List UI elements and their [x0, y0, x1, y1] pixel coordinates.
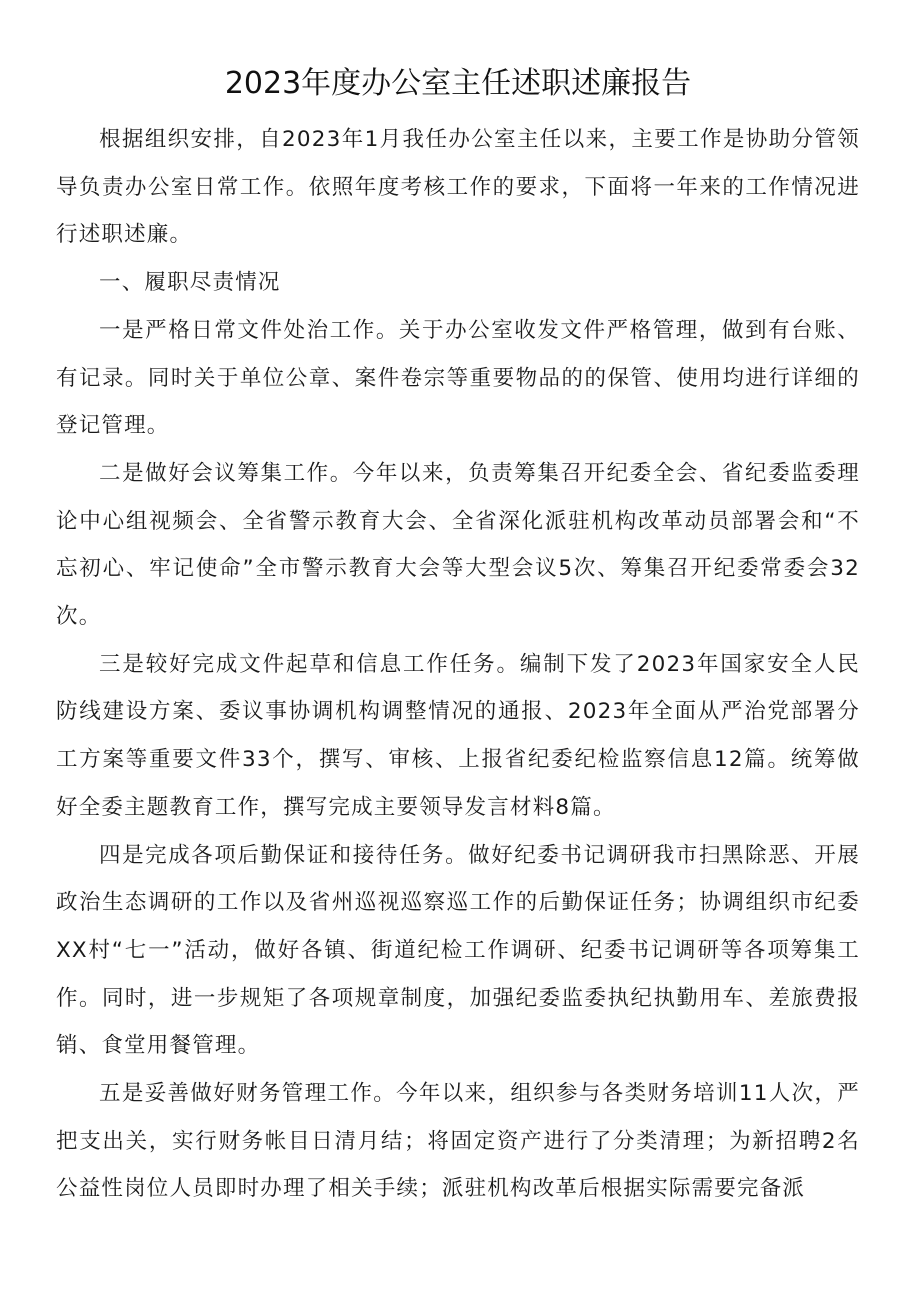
- paragraph-drafting: 三是较好完成文件起草和信息工作任务。编制下发了2023年国家安全人民防线建设方案、委议事协调机构调整情况的通报、2023年全面从严治党部署分工方案等重要文件33个，撰写、审核、上报省纪委纪检监察信息12篇。统筹做好全委主题教育工作，撰写完成主要领导发言材料8篇。: [56, 651, 860, 820]
- paragraph-logistics: 四是完成各项后勤保证和接待任务。做好纪委书记调研我市扫黑除恶、开展政治生态调研的工作以及省州巡视巡察巡工作的后勤保证任务；协调组织市纪委XX村“七一”活动，做好各镇、街道纪检工作调研、纪委书记调研等各项筹集工作。同时，进一步规矩了各项规章制度，加强纪委监委执纪执勤用车、差旅费报销、食堂用餐管理。: [56, 842, 860, 1059]
- document-title: 2023年度办公室主任述职述廉报告: [224, 66, 692, 101]
- paragraph-intro: 根据组织安排，自2023年1月我任办公室主任以来，主要工作是协助分管领导负责办公室日常工作。依照年度考核工作的要求，下面将一年来的工作情况进行述职述廉。: [56, 127, 860, 248]
- paragraph-meetings: 二是做好会议筹集工作。今年以来，负责筹集召开纪委全会、省纪委监委理论中心组视频会、全省警示教育大会、全省深化派驻机构改革动员部署会和“不忘初心、牢记使命”全市警示教育大会等大型会议5次、筹集召开纪委常委会32次。: [56, 460, 860, 630]
- paragraph-document-handling: 一是严格日常文件处治工作。关于办公室收发文件严格管理，做到有台账、有记录。同时关于单位公章、案件卷宗等重要物品的的保管、使用均进行详细的登记管理。: [56, 317, 860, 439]
- paragraph-finance: 五是妥善做好财务管理工作。今年以来，组织参与各类财务培训11人次，严把支出关，实行财务帐目日清月结；将固定资产进行了分类清理；为新招聘2名公益性岗位人员即时办理了相关手续；派驻机构改革后根据实际需要完备派: [56, 1081, 860, 1202]
- section-heading-duties: 一、履职尽责情况: [99, 270, 281, 296]
